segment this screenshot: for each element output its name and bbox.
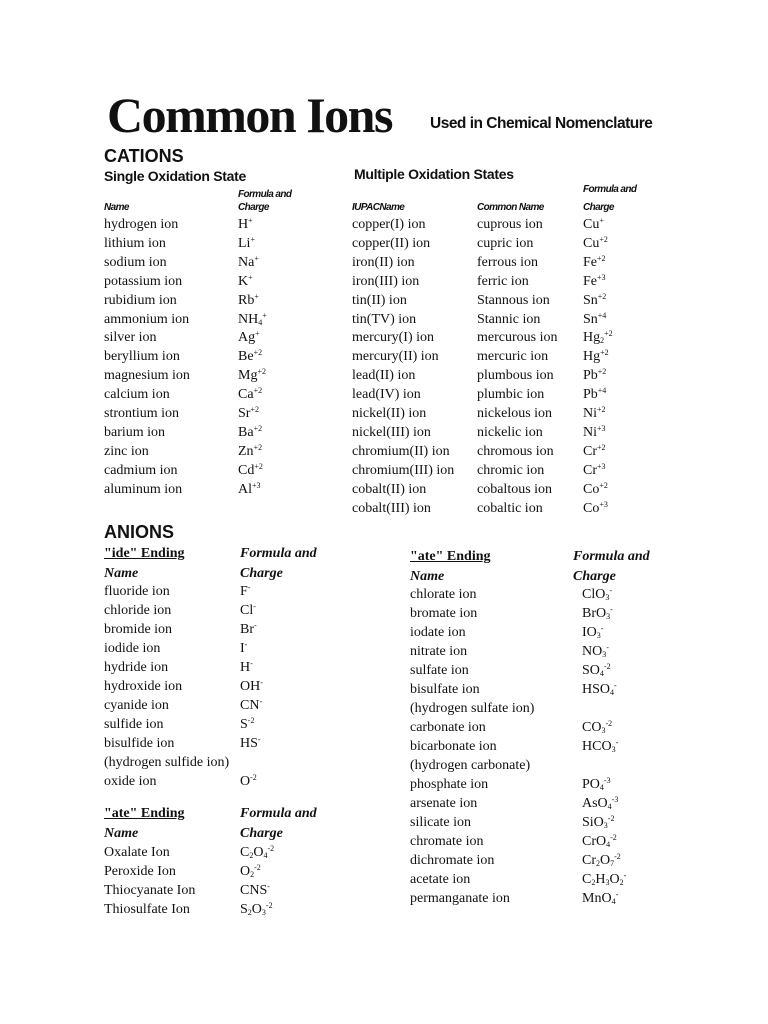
ion-name: bisulfide ion [104, 736, 175, 751]
ide-formula-header-line2: Charge [240, 566, 283, 581]
ion-name: carbonate ion [410, 720, 486, 735]
ion-formula: $Be^{+2}$ [238, 348, 263, 365]
ion-name: (hydrogen carbonate) [410, 758, 531, 773]
ion-name: rubidium ion [104, 292, 177, 308]
ion-formula: Ag+ [238, 329, 260, 346]
ate-left-heading: "ate" Ending [104, 806, 185, 821]
ion-formula: CNS- [240, 882, 270, 898]
ion-formula: $Fe^{+3}$ [583, 272, 606, 289]
ate-right-formula-header-line1: Formula and [573, 549, 650, 564]
ion-formula: $Fe^{+2}$ [583, 253, 606, 270]
ion-name: cadmium ion [104, 462, 178, 478]
ion-formula: I- [240, 640, 248, 656]
ion-formula: $Cd^{+2}$ [238, 461, 263, 478]
ion-formula: OH- [240, 678, 263, 694]
ide-ending-heading: "ide" Ending [104, 546, 185, 561]
ion-formula: Cu+ [583, 216, 604, 232]
multiple-oxidation-heading: Multiple Oxidation States [354, 166, 514, 182]
ion-common-name: plumbous ion [477, 368, 554, 384]
ion-iupac-name: copper(II) ion [352, 235, 431, 251]
ion-formula: $PO_4^{-3}$ [582, 776, 611, 792]
ion-name: phosphate ion [410, 777, 489, 792]
ion-common-name: cuprous ion [477, 217, 543, 232]
ion-name: sulfate ion [410, 663, 469, 678]
ion-formula: $Ni^{+3}$ [583, 423, 606, 440]
ion-iupac-name: tin(TV) ion [352, 311, 417, 327]
ion-name: hydroxide ion [104, 679, 183, 694]
single-name-header: Name [104, 202, 129, 213]
ion-formula: $S^{-2}$ [240, 716, 255, 732]
ion-formula: $Cr^{+2}$ [583, 442, 606, 459]
ion-name: iodide ion [104, 641, 161, 656]
ion-formula: $Hg^{+2}$ [583, 348, 609, 365]
ion-name: chlorate ion [410, 587, 477, 602]
ion-formula: $Sn^{+2}$ [583, 291, 607, 308]
ion-name: arsenate ion [410, 796, 478, 811]
ion-common-name: cupric ion [477, 235, 534, 251]
ion-formula: $Co^{+2}$ [583, 480, 608, 497]
ion-formula: F- [240, 583, 251, 599]
ion-name: aluminum ion [104, 481, 183, 497]
ide-formula-header-line1: Formula and [240, 546, 317, 561]
ion-formula: $Sr^{+2}$ [238, 405, 259, 421]
ate-right-heading: "ate" Ending [410, 549, 491, 564]
ion-name: acetate ion [410, 872, 471, 887]
multi-formula-header-line2: Charge [583, 202, 614, 213]
ate-right-name-header: Name [410, 569, 445, 584]
ion-name: cyanide ion [104, 698, 169, 713]
ion-name: bisulfate ion [410, 682, 480, 697]
ion-common-name: nickelous ion [477, 406, 553, 421]
ion-name: chromate ion [410, 834, 484, 849]
ion-name: strontium ion [104, 406, 180, 421]
ion-iupac-name: chromium(II) ion [352, 443, 450, 459]
ion-formula: $Ca^{+2}$ [238, 386, 263, 403]
ion-formula: $Cu^{+2}$ [583, 234, 608, 251]
ion-formula: $Hg_2^{+2}$ [583, 329, 613, 346]
multi-common-header: Common Name [477, 202, 544, 213]
multi-formula-header-line1: Formula and [583, 184, 637, 195]
ion-name: silver ion [104, 330, 157, 346]
ion-formula: $IO_3^-$ [582, 624, 604, 640]
ion-formula: $Zn^{+2}$ [238, 442, 263, 459]
ion-iupac-name: mercury(I) ion [352, 330, 435, 346]
ion-formula: $S_2O_3^{-2}$ [240, 901, 273, 917]
ate-left-formula-header-line1: Formula and [240, 806, 317, 821]
ion-name: hydride ion [104, 660, 169, 675]
ion-common-name: mercuric ion [477, 349, 549, 365]
ion-formula: $Ni^{+2}$ [583, 405, 606, 421]
multi-iupac-header: IUPACName [352, 202, 405, 213]
ion-formula: ClO$_3$- [582, 586, 613, 602]
ion-name: bicarbonate ion [410, 739, 497, 754]
ion-formula: $SO_4^{-2}$ [582, 662, 611, 678]
ion-formula: $O_2^{-2}$ [240, 863, 261, 879]
ion-formula: H+ [238, 216, 253, 232]
ion-name: oxide ion [104, 774, 157, 789]
ion-formula: Na+ [238, 253, 259, 270]
ion-name: dichromate ion [410, 853, 495, 868]
ion-iupac-name: copper(I) ion [352, 217, 426, 232]
ion-formula: $Mg^{+2}$ [238, 367, 266, 384]
ion-formula: H- [240, 659, 253, 675]
ion-formula: $Pb^{+4}$ [583, 386, 607, 403]
ion-iupac-name: nickel(II) ion [352, 406, 427, 421]
ion-name: lithium ion [104, 235, 166, 251]
ion-name: Thiosulfate Ion [104, 902, 190, 917]
single-formula-header-line2: Charge [238, 202, 269, 213]
ion-formula: CrO$_4^{-2}$ [582, 833, 617, 849]
ion-formula: AsO$_4^{-3}$ [582, 795, 619, 811]
ion-formula: Br- [240, 621, 257, 637]
ion-name: barium ion [104, 424, 166, 440]
ion-iupac-name: lead(II) ion [352, 368, 416, 384]
ion-formula: $Cr^{+3}$ [583, 461, 606, 478]
ion-iupac-name: iron(II) ion [352, 254, 415, 270]
ion-formula: $Cr_2O_7^{-2}$ [582, 852, 621, 868]
single-oxidation-heading: Single Oxidation State [104, 168, 246, 184]
ion-name: bromide ion [104, 622, 173, 637]
ion-iupac-name: nickel(III) ion [352, 424, 431, 440]
ion-common-name: mercurous ion [477, 330, 558, 346]
ion-name: Thiocyanate Ion [104, 883, 196, 898]
ion-formula: $HSO_4^-$ [582, 681, 617, 697]
ion-formula: $Ba^{+2}$ [238, 423, 263, 440]
ion-formula: Li+ [238, 234, 255, 251]
ion-iupac-name: tin(II) ion [352, 292, 407, 308]
ion-name: magnesium ion [104, 368, 190, 384]
ion-common-name: ferric ion [477, 273, 529, 289]
ion-name: calcium ion [104, 387, 170, 403]
ion-formula: $Pb^{+2}$ [583, 367, 607, 384]
ion-formula: $NH_4^+$ [238, 310, 267, 327]
ion-formula: $Al^{+3}$ [238, 480, 261, 497]
ion-name: bromate ion [410, 606, 478, 621]
ion-name: Oxalate Ion [104, 845, 170, 860]
ion-name: iodate ion [410, 625, 466, 640]
ion-name: (hydrogen sulfide ion) [104, 755, 230, 770]
ion-common-name: cobaltic ion [477, 500, 543, 516]
ion-iupac-name: cobalt(III) ion [352, 500, 431, 516]
ion-formula: MnO$_4$- [582, 890, 619, 906]
cations-heading: CATIONS [104, 146, 184, 166]
ion-name: zinc ion [104, 443, 149, 459]
ion-name: silicate ion [410, 815, 472, 830]
ion-iupac-name: iron(III) ion [352, 273, 420, 289]
ion-iupac-name: cobalt(II) ion [352, 481, 427, 497]
ion-name: ammonium ion [104, 311, 190, 327]
ion-common-name: chromic ion [477, 462, 545, 478]
ion-name: hydrogen ion [104, 217, 179, 232]
page-subtitle: Used in Chemical Nomenclature [430, 115, 653, 132]
ion-formula: $O^{-2}$ [240, 773, 257, 789]
ion-formula: $CO_3^{-2}$ [582, 719, 613, 735]
ion-formula: BrO$_3$- [582, 605, 613, 621]
ion-common-name: Stannic ion [477, 311, 541, 327]
ion-formula: HS- [240, 735, 261, 751]
ion-formula: K+ [238, 272, 253, 289]
ide-name-header: Name [104, 566, 139, 581]
ion-formula: SiO$_3^{-2}$ [582, 814, 615, 830]
ion-iupac-name: chromium(III) ion [352, 462, 455, 478]
ion-formula: Cl- [240, 602, 256, 618]
ion-iupac-name: lead(IV) ion [352, 387, 421, 403]
ion-formula: $NO_3^-$ [582, 643, 609, 659]
ion-formula: $Co^{+3}$ [583, 499, 608, 516]
ion-common-name: chromous ion [477, 443, 554, 459]
ion-name: permanganate ion [410, 891, 510, 906]
ion-name: sodium ion [104, 254, 167, 270]
anions-heading: ANIONS [104, 522, 175, 542]
ion-formula: $Sn^{+4}$ [583, 310, 607, 327]
ion-name: nitrate ion [410, 644, 468, 659]
ion-common-name: plumbic ion [477, 387, 545, 403]
ion-name: beryllium ion [104, 349, 180, 365]
page-title: Common Ions [107, 87, 392, 143]
ate-left-name-header: Name [104, 826, 139, 841]
ion-name: chloride ion [104, 603, 172, 618]
ion-formula: $C_2O_4^{-2}$ [240, 844, 275, 860]
ion-formula: Rb+ [238, 291, 259, 308]
ion-common-name: cobaltous ion [477, 481, 553, 497]
ion-name: potassium ion [104, 273, 183, 289]
ion-formula: $HCO_3^-$ [582, 738, 619, 754]
ate-right-formula-header-line2: Charge [573, 569, 616, 584]
single-formula-header-line1: Formula and [238, 189, 292, 200]
ion-name: Peroxide Ion [104, 864, 176, 879]
ion-iupac-name: mercury(II) ion [352, 349, 439, 365]
ion-name: fluoride ion [104, 584, 170, 599]
ion-common-name: ferrous ion [477, 254, 539, 270]
ion-name: (hydrogen sulfate ion) [410, 701, 535, 716]
ion-common-name: nickelic ion [477, 424, 543, 440]
ion-name: sulfide ion [104, 717, 164, 732]
ion-formula: CN- [240, 697, 263, 713]
ion-common-name: Stannous ion [477, 292, 550, 308]
ion-formula: $C_2H_3O_2^-$ [582, 871, 627, 887]
ate-left-formula-header-line2: Charge [240, 826, 283, 841]
